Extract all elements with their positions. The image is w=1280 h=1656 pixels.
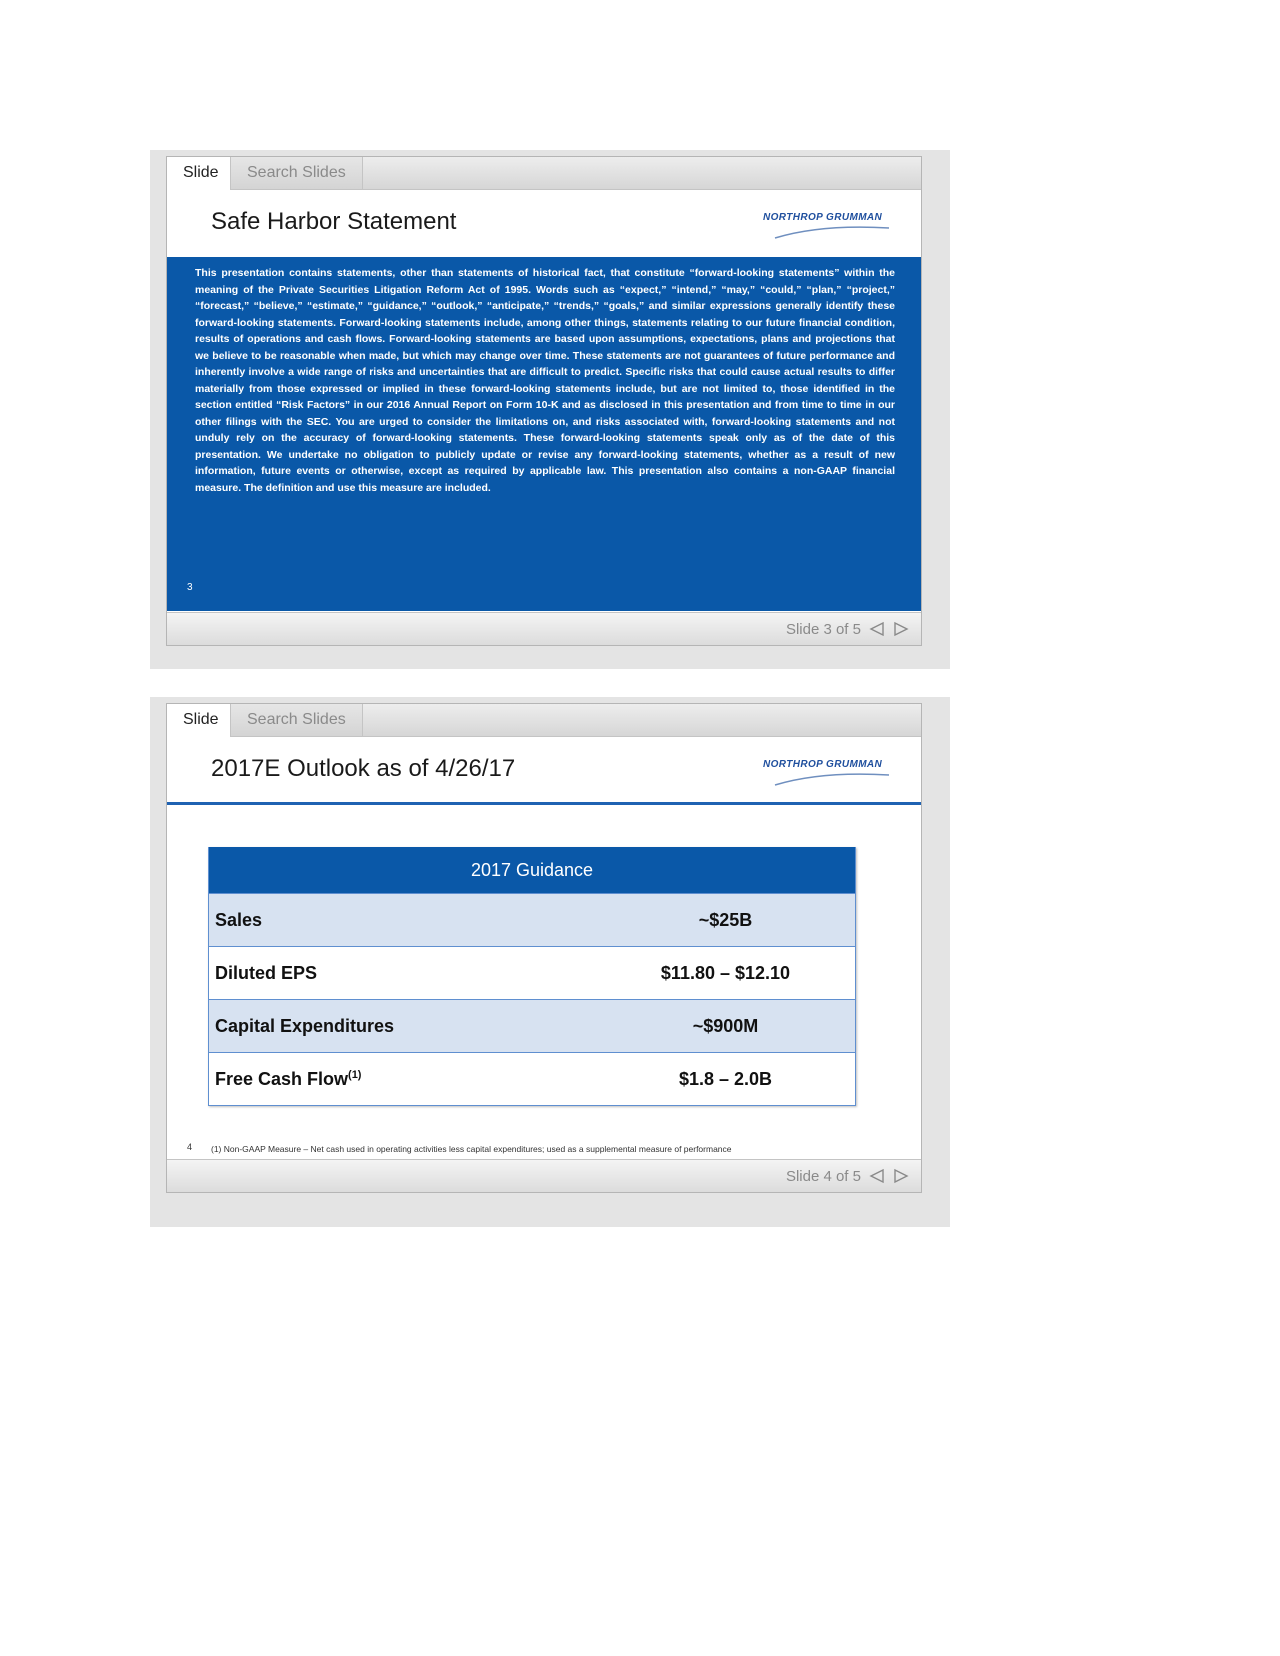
triangle-left-icon[interactable]	[869, 1168, 885, 1184]
logo-text: NORTHROP GRUMMAN	[763, 212, 883, 223]
header-divider	[167, 802, 921, 805]
row-label	[209, 1053, 597, 1106]
northrop-grumman-logo	[761, 208, 891, 242]
row-label-text: Free Cash Flow	[215, 1068, 349, 1089]
slide-counter: Slide 3 of 5	[785, 621, 861, 638]
row-value: $1.8 – 2.0B	[596, 1053, 856, 1106]
viewer-status-bar	[167, 612, 921, 645]
row-label: Diluted EPS	[209, 947, 597, 1000]
slide-header	[167, 190, 921, 257]
slide-viewer-1	[150, 150, 950, 669]
guidance-table	[208, 847, 856, 1106]
slide-canvas	[167, 190, 921, 611]
slide-footnote: (1) Non-GAAP Measure – Net cash used in operating activities less capital expenditures; used as a supplemental measure of performance	[211, 1144, 732, 1154]
slide-canvas	[167, 737, 921, 1158]
slide-frame	[166, 703, 922, 1193]
row-value: ~$900M	[596, 1000, 856, 1053]
viewer-status-bar	[167, 1159, 921, 1192]
triangle-right-icon[interactable]	[893, 621, 909, 637]
row-label: Capital Expenditures	[209, 1000, 597, 1053]
slide-viewer-2	[150, 697, 950, 1227]
row-label: Sales	[209, 894, 597, 947]
footnote-marker: (1)	[348, 1068, 362, 1081]
logo-text: NORTHROP GRUMMAN	[763, 759, 883, 770]
row-value: ~$25B	[596, 894, 856, 947]
slide-title: 2017E Outlook as of 4/26/17	[211, 755, 516, 782]
slide-body	[167, 257, 921, 611]
slide-counter: Slide 4 of 5	[785, 1168, 861, 1185]
slide-header	[167, 737, 921, 804]
table-row	[209, 1000, 856, 1053]
table-header: 2017 Guidance	[209, 847, 856, 894]
table-row	[209, 947, 856, 1000]
safe-harbor-text: This presentation contains statements, other than statements of historical fact, that constitute “forward-looking statements” within the meaning of the Private Securities Litigation Reform Act of 1995. Words such as “expect,” “intend,” “may,” “could,” “plan,” “project,” “forecast,” “believe,” “estimate,” “guidance,” “outlook,” “anticipate,” “trends,” “goals,” and similar expressions generally identify these forward-looking statements. Forward-looking statements include, among other things, statements relating to our future financial condition, results of operations and cash flows. Forward-looking statements are based upon assumptions, expectations, plans and projections that we believe to be reasonable when made, but which may change over time. These statements are not guarantees of future performance and inherently involve a wide range of risks and uncertainties that are difficult to predict. Specific risks that could cause actual results to differ materially from those expressed or implied in these forward-looking statements include, but are not limited to, those identified in the section entitled “Risk Factors” in our 2016 Annual Report on Form 10-K and as disclosed in this presentation and from time to time in our other filings with the SEC. You are urged to consider the limitations on, and risks associated with, forward-looking statements and not unduly rely on the accuracy of forward-looking statements. These forward-looking statements speak only as of the date of this presentation. We undertake no obligation to publicly update or revise any forward-looking statements, whether as a result of new information, future events or otherwise, except as required by applicable law. This presentation also contains a non-GAAP financial measure. The definition and use this measure are included.	[195, 267, 895, 494]
tab-search-slides[interactable]: Search Slides	[231, 157, 363, 189]
slide-page-number: 4	[187, 1142, 193, 1152]
slide-page-number: 3	[187, 582, 193, 593]
tab-search-slides[interactable]: Search Slides	[231, 704, 363, 736]
slide-frame	[166, 156, 922, 646]
viewer-tab-bar	[167, 704, 921, 737]
slide-title: Safe Harbor Statement	[211, 208, 457, 235]
viewer-tab-bar	[167, 157, 921, 190]
table-row	[209, 1053, 856, 1106]
tab-slide[interactable]: Slide	[167, 704, 231, 737]
northrop-grumman-logo	[761, 755, 891, 789]
triangle-left-icon[interactable]	[869, 621, 885, 637]
table-row	[209, 894, 856, 947]
triangle-right-icon[interactable]	[893, 1168, 909, 1184]
row-value: $11.80 – $12.10	[596, 947, 856, 1000]
tab-slide[interactable]: Slide	[167, 157, 231, 190]
